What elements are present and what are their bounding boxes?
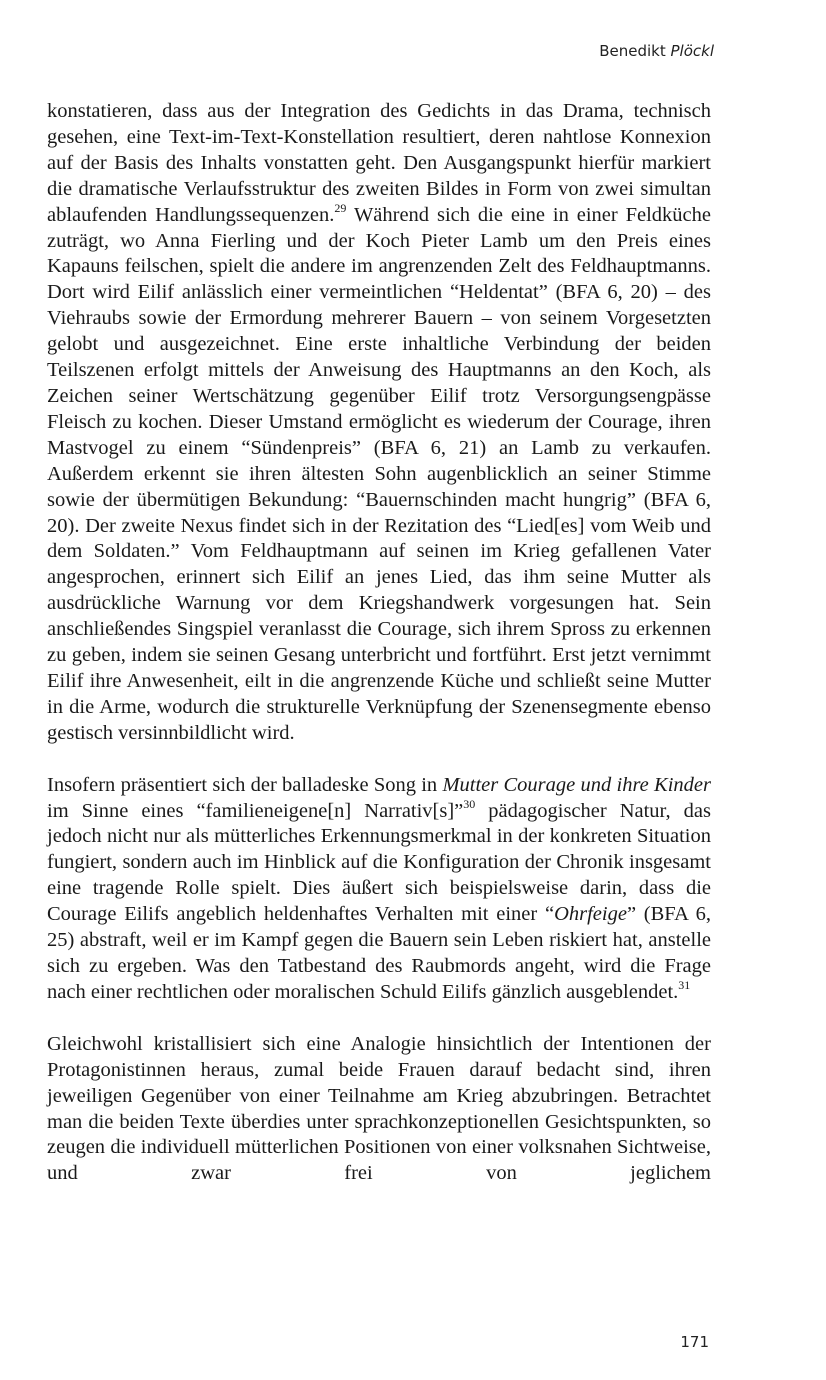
running-head [599, 42, 714, 60]
text-segment: Während sich die eine in einer Feldküche zuträgt, wo Anna Fierling und der Koch Pieter Lamb um den Preis eines Kapauns feilschen, spielt die andere im angrenzenden Zelt des Feldhauptmanns. Dort wird Eilif anlässlich einer vermeintlichen “Heldentat” (BFA 6, 20) – des Viehraubs sowie der Ermordung mehrerer Bauern – von seinem Vorgesetzten gelobt und ausgezeichnet. Eine erste inhaltliche Verbindung der beiden Teilszenen erfolgt mittels der Anweisung des Hauptmanns an den Koch, als Zeichen seiner Wertschätzung gegenüber Eilif trotz Versorgungsengpässe Fleisch zu kochen. Dieser Umstand ermöglicht es wiederum der Courage, ihren Mastvogel zu einem “Sündenpreis” (BFA 6, 21) an Lamb zu verkaufen. Außerdem erkennt sie ihren ältesten Sohn augenblicklich an seiner Stimme sowie der übermütigen Bekundung: “Bauernschinden macht hungrig” (BFA 6, 20). Der zweite Nexus findet sich in der Rezitation des “Lied[es] vom Weib und dem Soldaten.” Vom Feldhauptmann auf seinen im Krieg gefallenen Vater angesprochen, erinnert sich Eilif an jenes Lied, das ihm seine Mutter als ausdrückliche Warnung vor dem Kriegshandwerk vorgesungen hat. Sein anschließendes Singspiel veranlasst die Courage, sich ihrem Spross zu erkennen zu geben, indem sie seinen Gesang unterbricht und fortführt. Erst jetzt vernimmt Eilif ihre Anwesenheit, eilt in die angrenzende Küche und schließt seine Mutter in die Arme, wodurch die strukturelle Verknüpfung der Szenensegmente ebenso gestisch versinnbildlicht wird. [47, 203, 711, 744]
text-segment: Gleichwohl kristallisiert sich eine Analogie hinsichtlich der Intentionen der Protagonistinnen heraus, zumal beide Frauen darauf bedacht sind, ihren jeweiligen Gegenüber von einer Teilnahme am Krieg abzubringen. Betrachtet man die beiden Texte überdies unter sprachkonzeptionellen Gesichtspunkten, so zeugen die individuell mütterlichen Positionen von einer volksnahen Sichtweise, und zwar frei von jeglichem [47, 1032, 711, 1185]
text-segment: ” (BFA 6, 25) abstraft, weil er im Kampf gegen die Bauern sein Leben riskiert hat, anstelle sich zu ergeben. Was den Tatbestand des Raubmords angeht, wird die Frage nach einer rechtlichen oder moralischen Schuld Eilifs gänzlich ausgeblendet. [47, 903, 711, 1003]
running-head-author-first: Benedikt [599, 42, 666, 60]
paragraph [47, 773, 711, 1006]
body-text [47, 99, 711, 1187]
footnote-ref: 29 [334, 200, 347, 215]
footnote-ref: 31 [678, 978, 691, 993]
text-segment: im Sinne eines “familieneigene[n] Narrativ[s]” [47, 799, 464, 822]
text-segment: pädagogischer Natur, das jedoch nicht nur als mütterliches Erkennungsmerkmal in der konkreten Situation fungiert, sondern auch im Hinblick auf die Konfiguration der Chronik insgesamt eine tragende Rolle spielt. Dies äußert sich beispielsweise darin, dass die Courage Eilifs angeblich heldenhaftes Verhalten mit einer “ [47, 799, 711, 926]
paragraph [47, 1032, 711, 1187]
work-title: Mutter Courage und ihre Kinder [442, 773, 711, 796]
text-segment: konstatieren, dass aus der Integration des Gedichts in das Drama, technisch gesehen, eine Text-im-Text-Konstellation resultiert, deren nahtlose Konnexion auf der Basis des Inhalts vonstatten geht. Den Ausgangspunkt hierfür markiert die dramatische Verlaufsstruktur des zweiten Bildes in Form von zwei simultan ablaufenden Handlungssequenzen. [47, 100, 711, 226]
text-segment: Insofern präsentiert sich der balladeske Song in [47, 773, 443, 796]
quoted-term: Ohrfeige [554, 903, 627, 926]
paragraph [47, 99, 711, 747]
page-number: 171 [680, 1333, 709, 1351]
footnote-ref: 30 [463, 796, 476, 811]
running-head-author-last: Plöckl [670, 42, 714, 60]
